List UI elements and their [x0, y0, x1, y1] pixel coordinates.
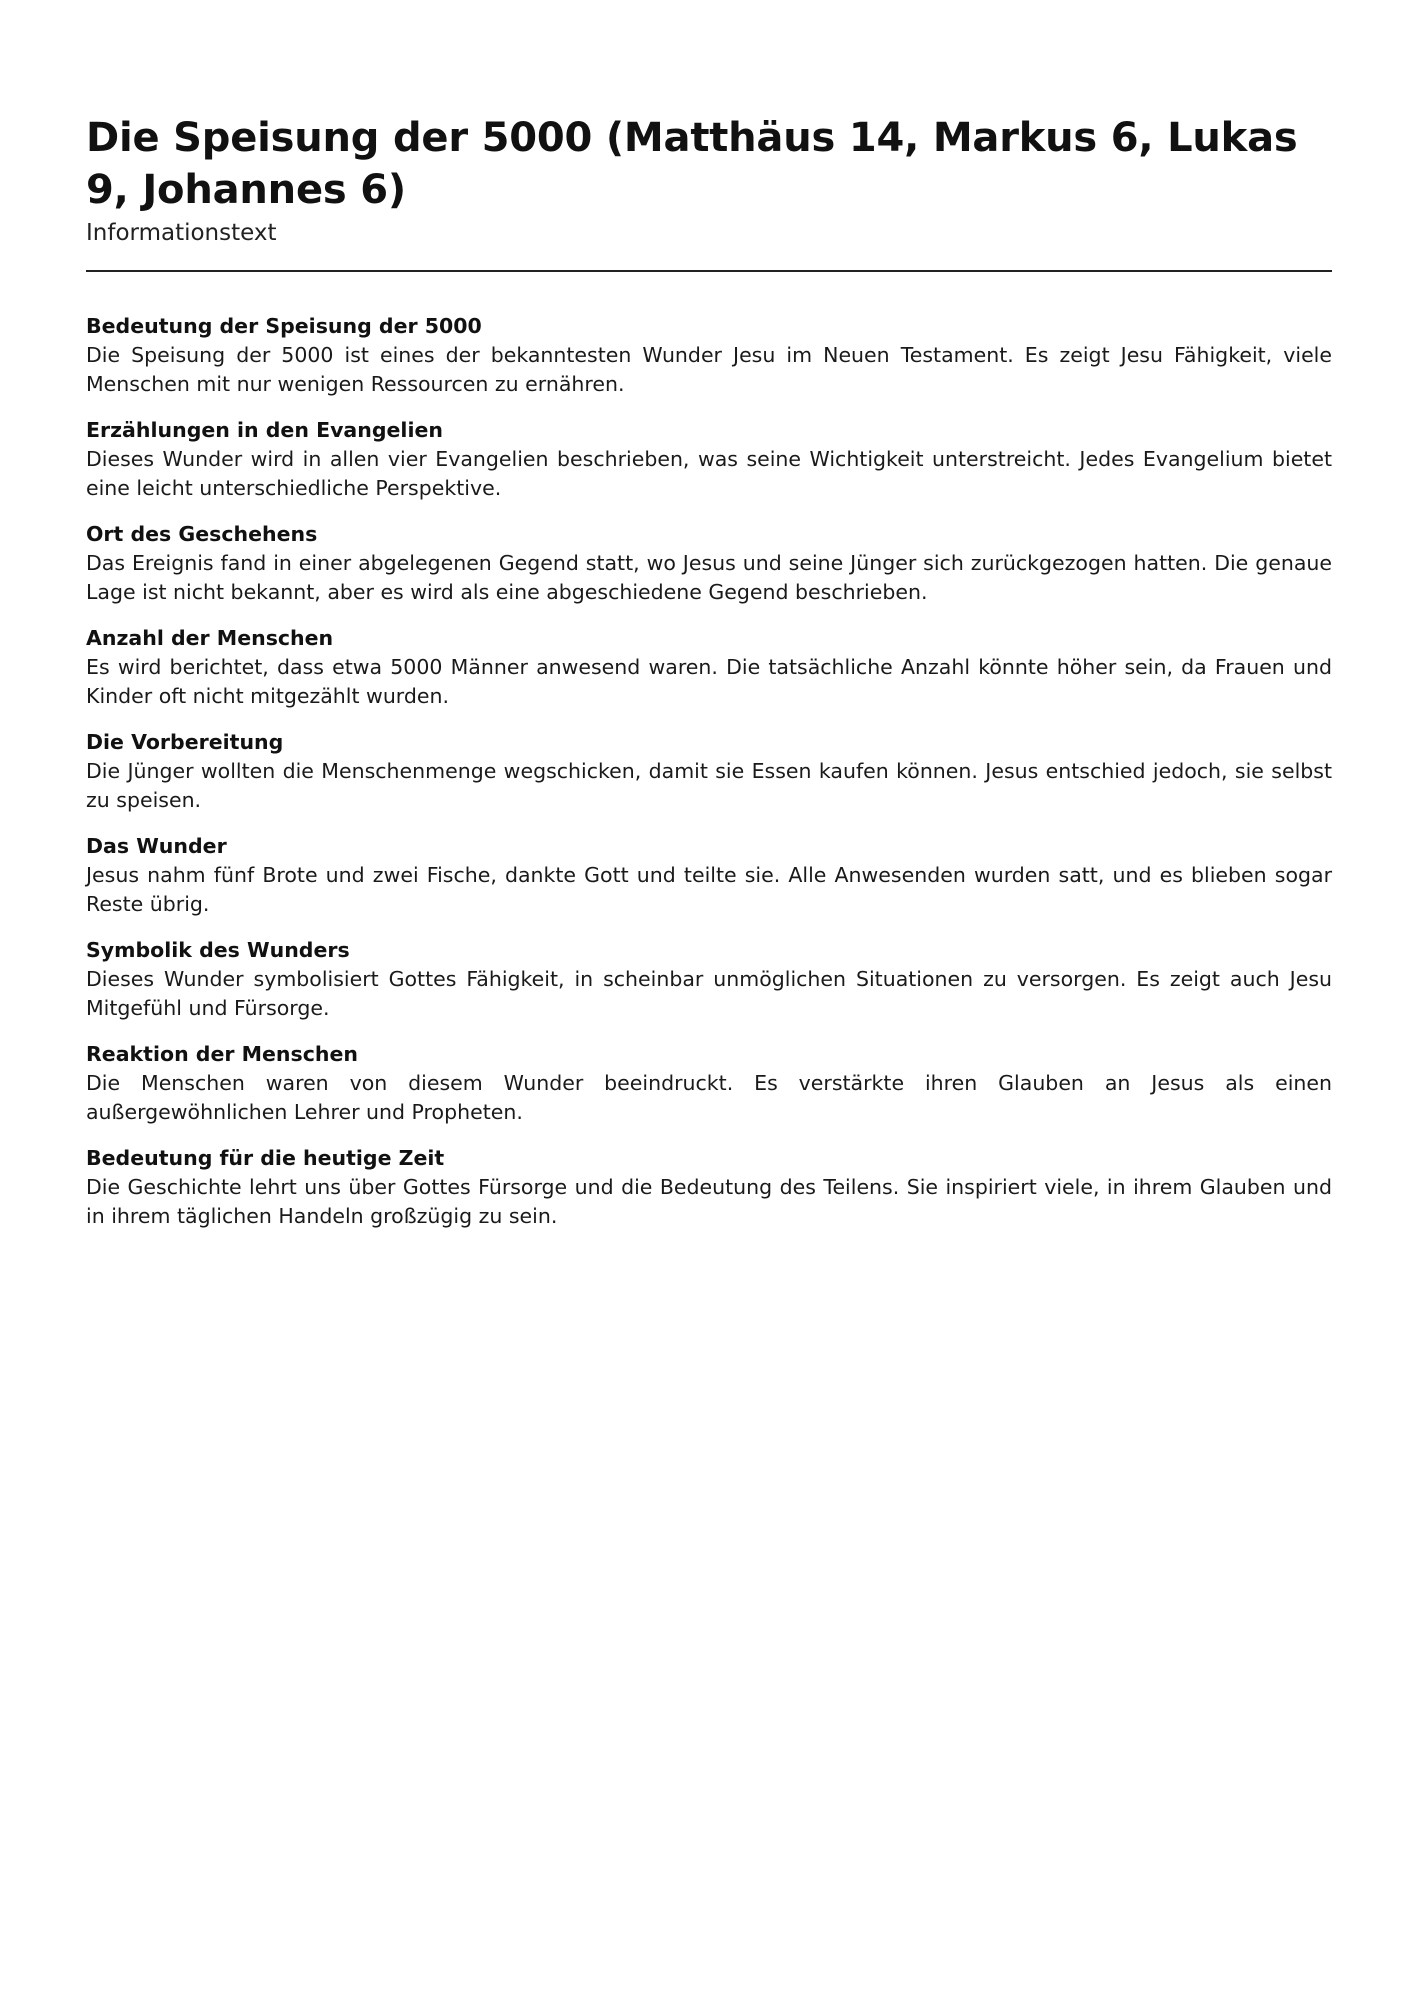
section-item [86, 1144, 1332, 1231]
section-item [86, 832, 1332, 919]
title-divider [86, 270, 1332, 272]
section-item [86, 520, 1332, 607]
section-item [86, 312, 1332, 399]
section-heading: Das Wunder [86, 834, 227, 858]
section-body: Die Speisung der 5000 ist eines der bekanntesten Wunder Jesu im Neuen Testament. Es zeigt Jesu Fähigkeit, viele Menschen mit nur wenigen Ressourcen zu ernähren. [86, 343, 1332, 396]
section-body: Die Geschichte lehrt uns über Gottes Fürsorge und die Bedeutung des Teilens. Sie inspiriert viele, in ihrem Glauben und in ihrem täglichen Handeln großzügig zu sein. [86, 1175, 1332, 1228]
section-body: Die Menschen waren von diesem Wunder beeindruckt. Es verstärkte ihren Glauben an Jesus als einen außergewöhnlichen Lehrer und Propheten. [86, 1071, 1332, 1124]
document-page [86, 112, 1332, 1248]
section-heading: Anzahl der Menschen [86, 626, 334, 650]
section-body: Es wird berichtet, dass etwa 5000 Männer anwesend waren. Die tatsächliche Anzahl könnte höher sein, da Frauen und Kinder oft nicht mitgezählt wurden. [86, 655, 1332, 708]
section-heading: Die Vorbereitung [86, 730, 284, 754]
section-heading: Bedeutung für die heutige Zeit [86, 1146, 445, 1170]
document-subtitle: Informationstext [86, 220, 277, 246]
section-body: Die Jünger wollten die Menschenmenge wegschicken, damit sie Essen kaufen können. Jesus entschied jedoch, sie selbst zu speisen. [86, 759, 1332, 812]
section-item [86, 1040, 1332, 1127]
section-item [86, 936, 1332, 1023]
section-body: Jesus nahm fünf Brote und zwei Fische, dankte Gott und teilte sie. Alle Anwesenden wurden satt, und es blieben sogar Reste übrig. [86, 863, 1332, 916]
section-item [86, 624, 1332, 711]
section-heading: Erzählungen in den Evangelien [86, 418, 443, 442]
section-item [86, 728, 1332, 815]
section-heading: Bedeutung der Speisung der 5000 [86, 314, 482, 338]
section-body: Das Ereignis fand in einer abgelegenen Gegend statt, wo Jesus und seine Jünger sich zurückgezogen hatten. Die genaue Lage ist nicht bekannt, aber es wird als eine abgeschiedene Gegend beschrieben. [86, 551, 1332, 604]
sections-list [86, 312, 1332, 1231]
section-body: Dieses Wunder symbolisiert Gottes Fähigkeit, in scheinbar unmöglichen Situationen zu versorgen. Es zeigt auch Jesu Mitgefühl und Fürsorge. [86, 967, 1332, 1020]
document-title: Die Speisung der 5000 (Matthäus 14, Markus 6, Lukas 9, Johannes 6) [86, 115, 1298, 213]
section-heading: Symbolik des Wunders [86, 938, 350, 962]
section-body: Dieses Wunder wird in allen vier Evangelien beschrieben, was seine Wichtigkeit unterstreicht. Jedes Evangelium bietet eine leicht unterschiedliche Perspektive. [86, 447, 1332, 500]
section-item [86, 416, 1332, 503]
section-heading: Ort des Geschehens [86, 522, 318, 546]
section-heading: Reaktion der Menschen [86, 1042, 358, 1066]
